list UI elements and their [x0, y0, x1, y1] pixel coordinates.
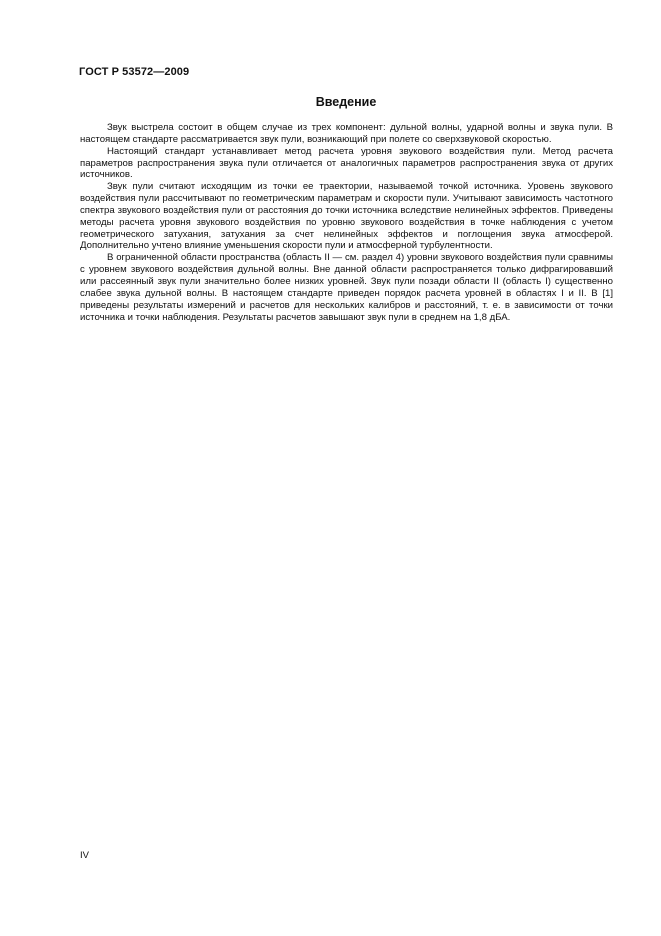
paragraph-2: Настоящий стандарт устанавливает метод расчета уровня звукового воздействия пули. Метод расчета параметров распространения звука пули отличается от аналогичных параметров распространения звука от других источников. [80, 145, 613, 181]
document-header: ГОСТ Р 53572—2009 [79, 66, 190, 78]
page-number: IV [80, 850, 89, 861]
introduction-body [80, 122, 613, 323]
paragraph-4: В ограниченной области пространства (область II — см. раздел 4) уровни звукового воздействия пули сравнимы с уровнем звукового воздействия дульной волны. Вне данной области распространяется только дифрагировавший или рассеянный звук пули значительно более низких уровней. Звук пули позади области II (область I) существенно слабее звука дульной волны. В настоящем стандарте приведен порядок расчета уровней в областях I и II. В [1] приведены результаты измерений и расчетов для нескольких калибров и расстояний, т. е. в зависимости от точки источника и точки наблюдения. Результаты расчетов завышают звук пули в среднем на 1,8 дБА. [80, 252, 613, 323]
paragraph-1: Звук выстрела состоит в общем случае из трех компонент: дульной волны, ударной волны и звука пули. В настоящем стандарте рассматривается звук пули, возникающий при полете со сверхзвуковой скоростью. [80, 122, 613, 145]
paragraph-3: Звук пули считают исходящим из точки ее траектории, называемой точкой источника. Уровень звукового воздействия пули рассчитывают по геометрическим параметрам и скорости пули. Учитывают зависимость частотного спектра звукового воздействия пули от расстояния до точки источника вследствие нелинейных эффектов. Приведены методы расчета уровня звукового воздействия по уровню звукового воздействия в точке наблюдения с учетом геометрического затухания, затухания за счет нелинейных эффектов и поглощения звука атмосферой. Дополнительно учтено влияние уменьшения скорости пули и атмосферной турбулентности. [80, 181, 613, 252]
section-title: Введение [315, 95, 377, 109]
